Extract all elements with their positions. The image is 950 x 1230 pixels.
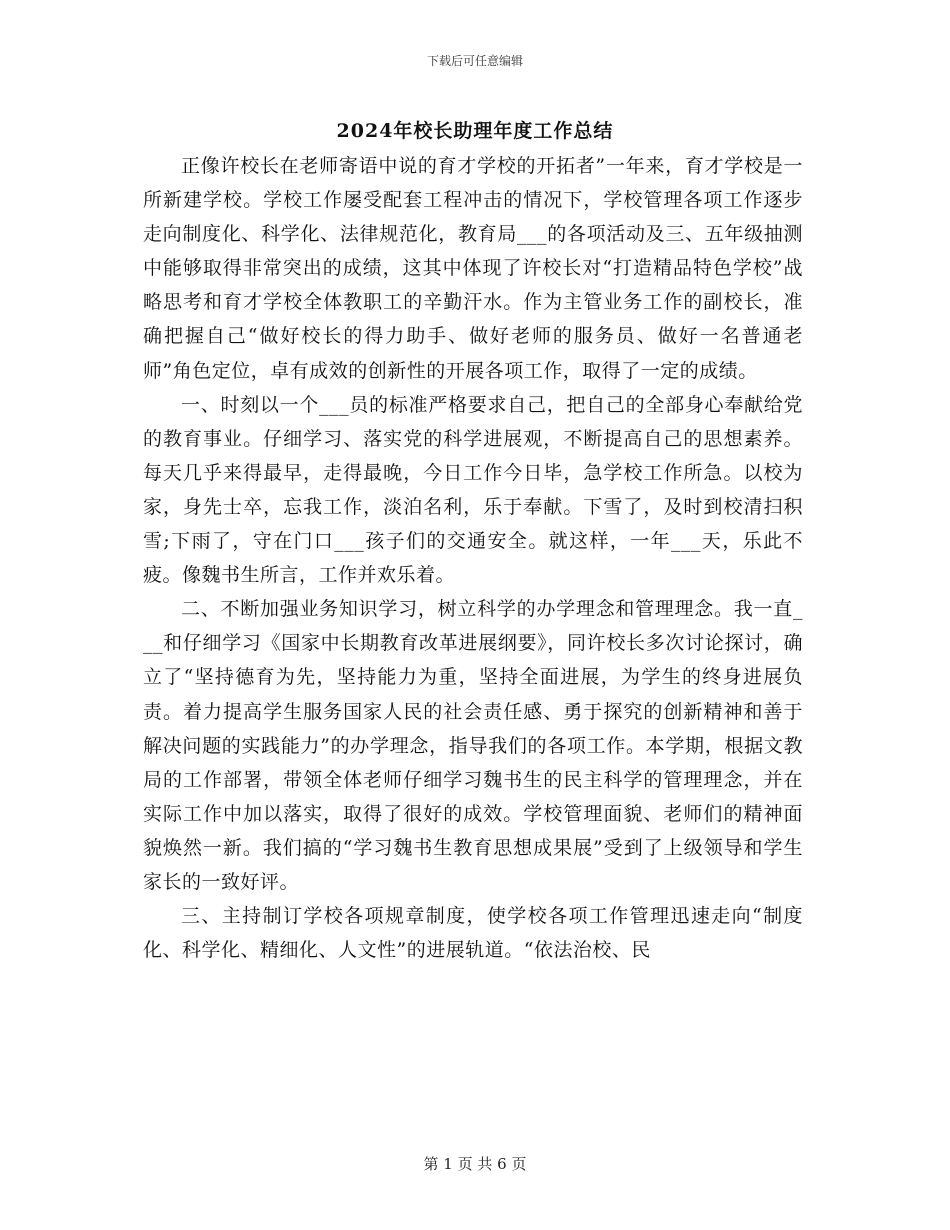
- paragraph-intro: 正像许校长在老师寄语中说的育才学校的开拓者”一年来，育才学校是一所新建学校。学校工作屡受配套工程冲击的情况下，学校管理各项工作逐步走向制度化、科学化、法律规范化，教育局___的各项活动及三、五年级抽测中能够取得非常突出的成绩，这其中体现了许校长对“打造精品特色学校”战略思考和育才学校全体教职工的辛勤汗水。作为主管业务工作的副校长，准确把握自己“做好校长的得力助手、做好老师的服务员、做好一名普通老师”角色定位，卓有成效的创新性的开展各项工作，取得了一定的成绩。: [143, 155, 803, 382]
- page-number-footer: 第 1 页 共 6 页: [423, 1155, 527, 1173]
- document-body: [143, 149, 803, 967]
- paragraph-section-2: 二、不断加强业务知识学习，树立科学的办学理念和管理理念。我一直___和仔细学习《国家中长期教育改革进展纲要》，同许校长多次讨论探讨，确立了“坚持德育为先，坚持能力为重，坚持全面进展，为学生的终身进展负责。着力提高学生服务国家人民的社会责任感、勇于探究的创新精神和善于解决问题的实践能力”的办学理念，指导我们的各项工作。本学期，根据文教局的工作部署，带领全体老师仔细学习魏书生的民主科学的管理理念，并在实际工作中加以落实，取得了很好的成效。学校管理面貌、老师们的精神面貌焕然一新。我们搞的“学习魏书生教育思想成果展”受到了上级领导和学生家长的一致好评。: [143, 598, 803, 893]
- document-title: 2024年校长助理年度工作总结: [336, 120, 614, 142]
- paragraph-section-3: 三、主持制订学校各项规章制度，使学校各项工作管理迅速走向“制度化、科学化、精细化、人文性”的进展轨道。“依法治校、民: [143, 905, 803, 962]
- page-header-note: 下载后可任意编辑: [426, 54, 523, 68]
- paragraph-section-1: 一、时刻以一个___员的标准严格要求自己，把自己的全部身心奉献给党的教育事业。仔细学习、落实党的科学进展观，不断提高自己的思想素养。每天几乎来得最早，走得最晚，今日工作今日毕，急学校工作所急。以校为家，身先士卒，忘我工作，淡泊名利，乐于奉献。下雪了，及时到校清扫积雪;下雨了，守在门口___孩子们的交通安全。就这样，一年___天，乐此不疲。像魏书生所言，工作并欢乐着。: [143, 393, 803, 587]
